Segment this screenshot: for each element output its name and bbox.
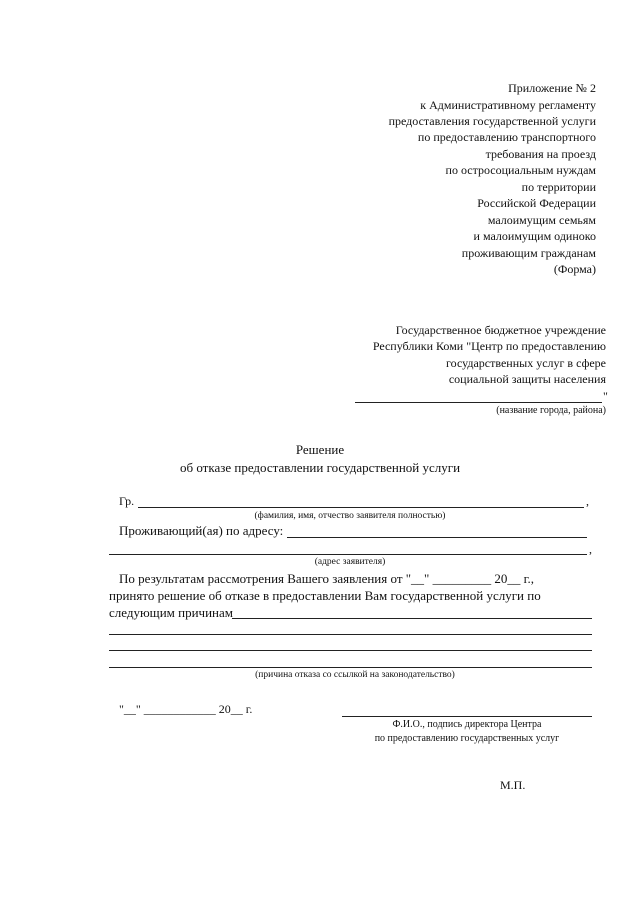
institution-quote-end: " bbox=[603, 389, 608, 403]
body-line-2: принято решение об отказе в предоставлении Вам государственной услуги по bbox=[109, 588, 541, 603]
appendix-line-11: проживающим гражданам bbox=[461, 246, 596, 260]
appendix-line-1: Приложение № 2 bbox=[508, 81, 596, 95]
address-caption: (адрес заявителя) bbox=[314, 557, 386, 567]
institution-line-1: Государственное бюджетное учреждение bbox=[395, 323, 606, 337]
appendix-line-2: к Административному регламенту bbox=[420, 98, 596, 112]
applicant-comma: , bbox=[586, 494, 589, 508]
stamp-place: М.П. bbox=[500, 778, 526, 792]
appendix-line-7: по территории bbox=[521, 180, 596, 194]
reason-line-1 bbox=[232, 618, 592, 619]
signature-date: "__" ____________ 20__ г. bbox=[119, 702, 253, 716]
appendix-line-9: малоимущим семьям bbox=[487, 213, 596, 227]
appendix-line-5: требования на проезд bbox=[485, 147, 596, 161]
address-line-2 bbox=[109, 554, 587, 555]
body-line-3: следующим причинам bbox=[109, 605, 233, 620]
appendix-form-label: (Форма) bbox=[553, 262, 596, 276]
reason-caption: (причина отказа со ссылкой на законодательство) bbox=[255, 670, 455, 680]
appendix-line-8: Российской Федерации bbox=[477, 196, 596, 210]
address-label: Проживающий(ая) по адресу: bbox=[119, 523, 284, 538]
address-comma: , bbox=[589, 542, 592, 556]
applicant-name-line bbox=[138, 507, 584, 508]
body-line-1: По результатам рассмотрения Вашего заявления от "__" _________ 20__ г., bbox=[119, 571, 534, 586]
reason-line-4 bbox=[109, 667, 592, 668]
signature-caption-1: Ф.И.О., подпись директора Центра bbox=[392, 719, 542, 730]
city-caption: (название города, района) bbox=[496, 405, 606, 416]
institution-line-4: социальной защиты населения bbox=[448, 372, 606, 386]
document-title: Решение bbox=[295, 442, 345, 457]
applicant-prefix: Гр. bbox=[119, 494, 135, 508]
city-blank-line bbox=[355, 402, 602, 403]
institution-line-2: Республики Коми "Центр по предоставлению bbox=[372, 339, 606, 353]
signature-caption-2: по предоставлению государственных услуг bbox=[374, 733, 560, 744]
appendix-line-3: предоставления государственной услуги bbox=[388, 114, 596, 128]
appendix-line-6: по остросоциальным нуждам bbox=[445, 163, 596, 177]
document-subtitle: об отказе предоставлении государственной услуги bbox=[179, 460, 461, 475]
reason-line-2 bbox=[109, 634, 592, 635]
institution-line-3: государственных услуг в сфере bbox=[446, 356, 606, 370]
applicant-caption: (фамилия, имя, отчество заявителя полностью) bbox=[254, 511, 446, 521]
appendix-line-10: и малоимущим одиноко bbox=[473, 229, 596, 243]
signature-line bbox=[342, 716, 592, 717]
appendix-line-4: по предоставлению транспортного bbox=[417, 130, 596, 144]
address-line-1 bbox=[287, 537, 587, 538]
reason-line-3 bbox=[109, 650, 592, 651]
